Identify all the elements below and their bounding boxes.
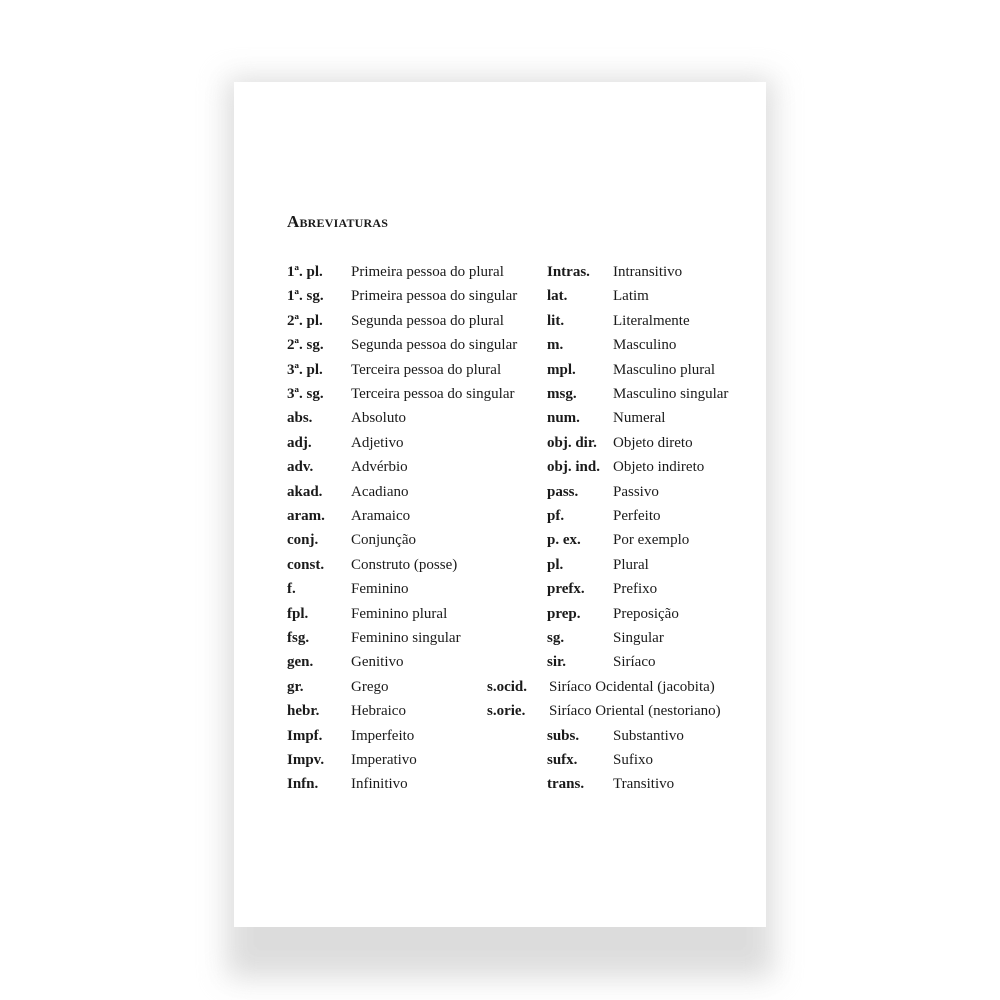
- abbreviation-meaning: Adjetivo: [351, 434, 404, 451]
- abbreviation-meaning: Substantivo: [613, 727, 684, 744]
- abbreviation-term: adv.: [287, 459, 314, 476]
- abbreviation-term: akad.: [287, 483, 323, 500]
- abbreviation-meaning: Grego: [351, 678, 389, 695]
- abbreviation-term: sir.: [547, 654, 567, 671]
- abbreviation-term: Impv.: [287, 752, 325, 768]
- abbreviation-term: gr.: [287, 678, 304, 695]
- abbreviation-meaning: Prefixo: [613, 581, 658, 598]
- abbreviation-term: 3ª. pl.: [287, 361, 323, 378]
- abbreviation-meaning: Construto (posse): [351, 556, 458, 573]
- abbreviation-meaning: Genitivo: [351, 654, 404, 671]
- abbreviation-meaning: Intransitivo: [613, 264, 683, 280]
- abbreviation-meaning: Por exemplo: [613, 532, 690, 549]
- abbreviation-term: 2ª. pl.: [287, 312, 323, 329]
- abbreviation-term: s.orie.: [487, 703, 526, 720]
- abbreviation-term: lit.: [547, 312, 565, 329]
- abbreviation-meaning: Transitivo: [613, 776, 675, 793]
- abbreviation-meaning: Segunda pessoa do plural: [351, 312, 504, 329]
- abbreviation-term: pl.: [547, 556, 564, 573]
- abbreviation-term: obj. ind.: [547, 459, 600, 476]
- abbreviation-term: fsg.: [287, 630, 310, 646]
- abbreviation-meaning: Infinitivo: [351, 776, 408, 793]
- abbreviation-meaning: Hebraico: [351, 703, 406, 720]
- abbreviation-term: prep.: [547, 605, 581, 622]
- abbreviation-meaning: Feminino: [351, 581, 409, 598]
- abbreviation-meaning: Siríaco Ocidental (jacobita): [549, 678, 715, 695]
- abbreviation-meaning: Siríaco: [613, 654, 656, 671]
- abbreviation-meaning: Passivo: [613, 483, 659, 500]
- abbreviation-term: obj. dir.: [547, 434, 597, 451]
- abbreviation-meaning: Primeira pessoa do plural: [351, 264, 504, 280]
- abbreviation-meaning: Literalmente: [613, 312, 690, 329]
- abbreviation-term: gen.: [287, 654, 314, 671]
- abbreviation-term: msg.: [547, 386, 577, 402]
- abbreviation-meaning: Sufixo: [613, 752, 654, 768]
- abbreviation-term: conj.: [287, 532, 319, 549]
- abbreviation-term: lat.: [547, 288, 568, 305]
- abbreviation-term: pf.: [547, 508, 565, 524]
- abbreviation-term: adj.: [287, 434, 312, 451]
- abbreviation-meaning: Objeto direto: [613, 434, 693, 451]
- abbreviation-term: mpl.: [547, 361, 576, 378]
- abbreviation-term: aram.: [287, 508, 325, 524]
- abbreviation-meaning: Feminino singular: [351, 630, 461, 646]
- abbreviation-meaning: Acadiano: [351, 483, 409, 500]
- abbreviation-meaning: Singular: [613, 630, 664, 646]
- abbreviation-term: f.: [287, 581, 296, 598]
- abbreviation-meaning: Advérbio: [351, 459, 408, 476]
- abbreviation-meaning: Masculino plural: [613, 361, 716, 378]
- abbreviation-term: Intras.: [547, 264, 590, 280]
- abbreviation-meaning: Preposição: [613, 605, 679, 622]
- abbreviation-term: Impf.: [287, 727, 323, 744]
- abbreviation-term: fpl.: [287, 605, 309, 622]
- abbreviation-term: 1ª. pl.: [287, 264, 323, 280]
- abbreviation-term: sg.: [547, 630, 565, 646]
- abbreviation-term: hebr.: [287, 703, 320, 720]
- abbreviation-meaning: Terceira pessoa do singular: [351, 386, 515, 402]
- abbreviation-term: pass.: [547, 483, 579, 500]
- abbreviation-term: prefx.: [547, 581, 585, 598]
- book-page: [234, 82, 766, 927]
- abbreviation-meaning: Plural: [613, 556, 649, 573]
- abbreviation-term: trans.: [547, 776, 585, 793]
- abbreviation-meaning: Masculino singular: [613, 386, 729, 402]
- abbreviation-term: Infn.: [287, 776, 319, 793]
- abbreviation-meaning: Objeto indireto: [613, 459, 705, 476]
- abbreviation-meaning: Aramaico: [351, 508, 411, 524]
- abbreviation-term: const.: [287, 556, 325, 573]
- abbreviation-meaning: Numeral: [613, 410, 666, 427]
- abbreviation-term: abs.: [287, 410, 313, 427]
- abbreviation-meaning: Terceira pessoa do plural: [351, 361, 502, 378]
- abbreviation-meaning: Masculino: [613, 337, 677, 354]
- abbreviation-term: 1ª. sg.: [287, 288, 324, 305]
- abbreviation-meaning: Conjunção: [351, 532, 416, 549]
- abbreviation-term: num.: [547, 410, 580, 427]
- abbreviation-term: 3ª. sg.: [287, 386, 324, 402]
- abbreviation-term: s.ocid.: [487, 678, 528, 695]
- abbreviation-term: subs.: [547, 727, 580, 744]
- abbreviation-meaning: Imperativo: [351, 752, 417, 768]
- abbreviation-meaning: Feminino plural: [351, 605, 448, 622]
- page-title: Abreviaturas: [287, 212, 389, 231]
- abbreviation-term: sufx.: [547, 752, 578, 768]
- abbreviation-meaning: Latim: [613, 288, 649, 305]
- abbreviation-meaning: Siríaco Oriental (nestoriano): [549, 703, 721, 720]
- abbreviation-meaning: Imperfeito: [351, 727, 415, 744]
- abbreviation-term: m.: [547, 337, 564, 354]
- abbreviation-term: 2ª. sg.: [287, 337, 324, 354]
- abbreviation-meaning: Primeira pessoa do singular: [351, 288, 518, 305]
- abbreviation-meaning: Absoluto: [351, 410, 407, 427]
- abbreviation-meaning: Perfeito: [613, 508, 661, 524]
- abbreviation-term: p. ex.: [547, 532, 581, 549]
- abbreviation-meaning: Segunda pessoa do singular: [351, 337, 518, 354]
